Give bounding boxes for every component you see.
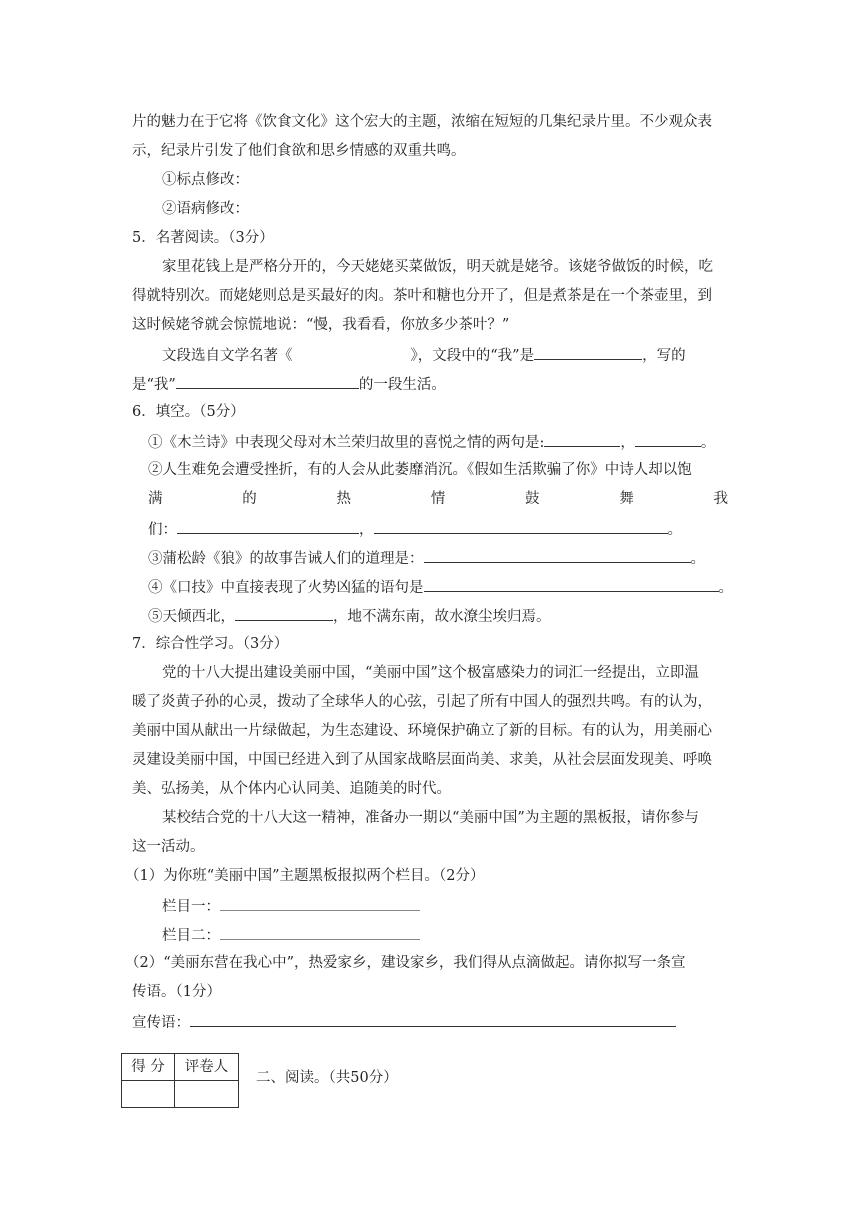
fill-item-text: 。 [700, 435, 716, 451]
question-5-text: 的一段生活。 [358, 377, 446, 393]
fill-item-text: 们： [148, 522, 177, 538]
column-1-blank[interactable] [220, 895, 420, 911]
excerpt-line: 得就特别次。而姥姥则总是买最好的肉。茶叶和糖也分开了，但是煮茶是在一个茶壶里，到 [132, 288, 712, 304]
answer-blank[interactable] [424, 547, 691, 563]
question-5-text: 》，文段中的“我”是 [410, 348, 535, 364]
column-label: 栏目一： [162, 899, 220, 915]
fill-item-text: 。 [690, 551, 705, 567]
question-5-text: 文段选自文学名著《 [162, 348, 293, 364]
passage-line: 片的魅力在于它将《饮食文化》这个宏大的主题，浓缩在短短的几集纪录片里。不少观众表 [132, 114, 712, 130]
question-5-sentence [132, 373, 446, 395]
column-label: 栏目二： [162, 928, 220, 944]
question-7-heading: 7．综合性学习。（3分） [132, 636, 289, 652]
justified-char: 满 [148, 491, 163, 507]
question-5-sentence [162, 344, 686, 366]
question-5-heading: 5．名著阅读。（3分） [132, 230, 274, 246]
justified-char: 舞 [619, 491, 634, 507]
slogan-line [132, 1011, 676, 1033]
grammar-fix-prompt: ②语病修改： [162, 201, 249, 217]
question-5-text: ，写的 [642, 348, 686, 364]
fill-item-3 [148, 547, 705, 569]
passage-line: 示，纪录片引发了他们食欲和思乡情感的双重共鸣。 [132, 143, 466, 159]
passage-line: 美、弘扬美，从个体内心认同美、追随美的时代。 [132, 781, 451, 797]
punctuation-fix-prompt: ①标点修改： [162, 172, 249, 188]
fill-item-text: ④《口技》中直接表现了火势凶猛的语句是 [148, 580, 424, 596]
slogan-label: 宣传语： [132, 1015, 190, 1031]
justified-char: 的 [242, 491, 257, 507]
narrator-blank[interactable] [534, 344, 642, 360]
fill-item-text: ⑤天倾西北， [148, 609, 235, 625]
excerpt-line: 家里花钱上是严格分开的，今天姥姥买菜做饭，明天就是姥爷。该姥爷做饭的时候，吃 [162, 259, 713, 275]
justified-char: 热 [336, 491, 351, 507]
passage-line: 某校结合党的十八大这一精神，准备办一期以“美丽中国”为主题的黑板报，请你参与 [162, 810, 699, 826]
passage-line: 美丽中国从献出一片绿做起，为生态建设、环境保护确立了新的目标。有的认为，用美丽心 [132, 723, 712, 739]
score-header: 得 分 [122, 1054, 175, 1081]
section-2-heading: 二、阅读。（共50分） [256, 1070, 398, 1086]
fill-item-text: ①《木兰诗》中表现父母对木兰荣归故里的喜悦之情的两句是: [148, 435, 545, 451]
fill-item-2-answer-line [148, 518, 682, 540]
excerpt-line: 这时候姥爷就会惊慌地说：“慢，我看看，你放多少茶叶？” [132, 317, 510, 333]
justified-char: 鼓 [525, 491, 540, 507]
column-2-line [162, 924, 420, 946]
fill-item-text: ， [359, 522, 374, 538]
justified-char: 我 [713, 491, 728, 507]
fill-item-text: ， [620, 435, 635, 451]
life-description-blank[interactable] [176, 373, 359, 389]
sub-question-1: （1）为你班“美丽中国”主题黑板报拟两个栏目。（2分） [125, 868, 485, 884]
fill-item-1 [148, 431, 715, 453]
fill-item-2-justified-line [148, 489, 728, 509]
passage-line: 这一活动。 [132, 839, 205, 855]
score-cell[interactable] [122, 1081, 175, 1108]
fill-item-text: ③蒲松龄《狼》的故事告诫人们的道理是： [148, 551, 424, 567]
fill-item-text: 。 [667, 522, 682, 538]
column-1-line [162, 895, 420, 917]
passage-line: 暖了炎黄子孙的心灵，拨动了全球华人的心弦，引起了所有中国人的强烈共鸣。有的认为， [132, 694, 712, 710]
column-2-blank[interactable] [220, 924, 420, 940]
fill-item-text: ，地不满东南，故水潦尘埃归焉。 [333, 609, 551, 625]
grader-header: 评卷人 [175, 1054, 239, 1081]
fill-item-2: ②人生难免会遭受挫折，有的人会从此萎靡消沉。《假如生活欺骗了你》中诗人却以饱 [148, 462, 692, 478]
answer-blank[interactable] [544, 431, 620, 447]
fill-item-text: 。 [718, 580, 733, 596]
slogan-blank[interactable] [190, 1011, 676, 1027]
question-6-heading: 6．填空。（5分） [132, 404, 245, 420]
grader-cell[interactable] [175, 1081, 239, 1108]
question-5-text: 是“我” [132, 377, 176, 393]
answer-blank[interactable] [177, 518, 359, 534]
justified-char: 情 [430, 491, 446, 507]
passage-line: 灵建设美丽中国，中国已经进入到了从国家战略层面尚美、求美，从社会层面发现美、呼唤 [132, 752, 712, 768]
score-table [121, 1053, 239, 1108]
answer-blank[interactable] [635, 431, 701, 447]
answer-blank[interactable] [235, 605, 333, 621]
sub-question-2: （2）“美丽东营在我心中”，热爱家乡，建设家乡，我们得从点滴做起。请你拟写一条宣 [125, 955, 686, 971]
sub-question-2: 传语。（1分） [132, 984, 221, 1000]
passage-line: 党的十八大提出建设美丽中国，“美丽中国”这个极富感染力的词汇一经提出，立即温 [162, 665, 699, 681]
fill-item-4 [148, 576, 733, 598]
answer-blank[interactable] [424, 576, 719, 592]
fill-item-5 [148, 605, 551, 627]
answer-blank[interactable] [374, 518, 668, 534]
